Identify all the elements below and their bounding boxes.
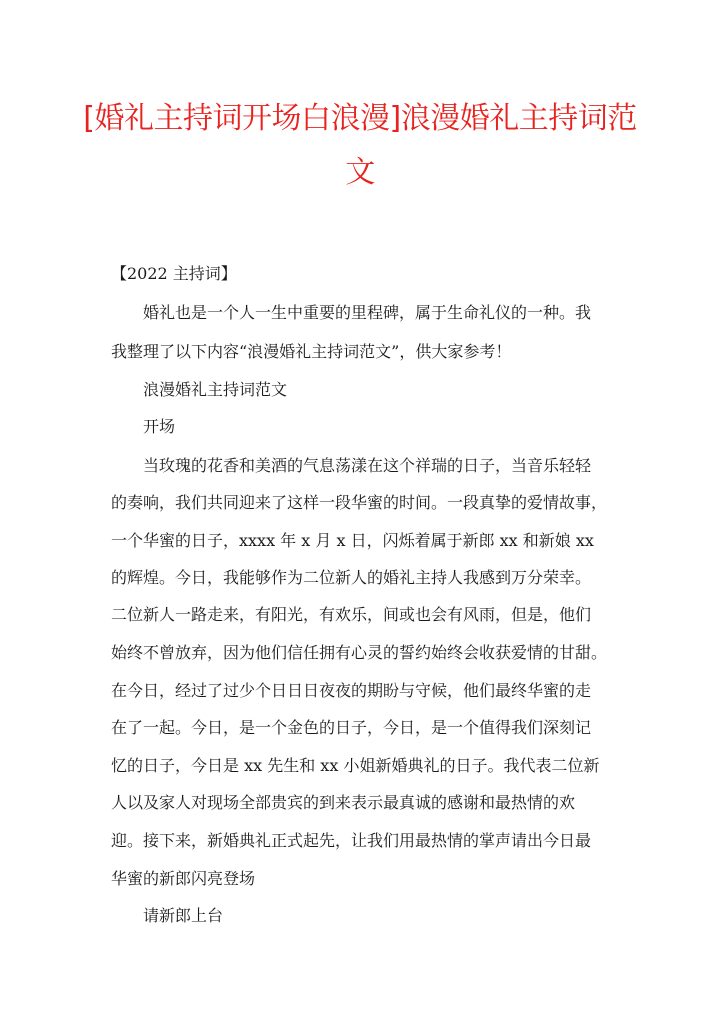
intro-line-1: 婚礼也是一个人一生中重要的里程碑，属于生命礼仪的一种。我 [143, 303, 592, 322]
document-title-line-1: [婚礼主持词开场白浪漫]浪漫婚礼主持词范 [83, 101, 637, 136]
body-line: 华蜜的新郎闪亮登场 [111, 869, 256, 888]
body-line: 迎。接下来，新婚典礼正式起先，让我们用最热情的掌声请出今日最 [111, 831, 592, 850]
body-line: 的奏响，我们共同迎来了这样一段华蜜的时间。一段真挚的爱情故事， [111, 493, 608, 512]
body-line: 一个华蜜的日子，xxxx 年 x 月 x 日，闪烁着属于新郎 xx 和新娘 xx [111, 531, 594, 550]
section-heading-opening: 开场 [143, 417, 176, 436]
section-heading-next: 请新郎上台 [143, 906, 224, 925]
document-title-line-2: 文 [345, 155, 375, 190]
body-line: 二位新人一路走来，有阳光，有欢乐，间或也会有风雨，但是，他们 [111, 605, 592, 624]
body-line: 始终不曾放弃，因为他们信任拥有心灵的誓约始终会收获爱情的甘甜。 [111, 643, 608, 662]
section-label: 【2022 主持词】 [111, 264, 237, 283]
intro-line-2: 我整理了以下内容“浪漫婚礼主持词范文”，供大家参考！ [111, 342, 512, 361]
body-line: 当玫瑰的花香和美酒的气息荡漾在这个祥瑞的日子，当音乐轻轻 [143, 456, 592, 475]
body-line: 的辉煌。今日，我能够作为二位新人的婚礼主持人我感到万分荣幸。 [111, 568, 592, 587]
subheading: 浪漫婚礼主持词范文 [143, 380, 288, 399]
body-line: 在今日，经过了过少个日日日夜夜的期盼与守候，他们最终华蜜的走 [111, 681, 592, 700]
body-line: 在了一起。今日，是一个金色的日子，今日，是一个值得我们深刻记 [111, 718, 592, 737]
body-line: 忆的日子，今日是 xx 先生和 xx 小姐新婚典礼的日子。我代表二位新 [111, 756, 600, 775]
body-line: 人以及家人对现场全部贵宾的到来表示最真诚的感谢和最热情的欢 [111, 793, 576, 812]
